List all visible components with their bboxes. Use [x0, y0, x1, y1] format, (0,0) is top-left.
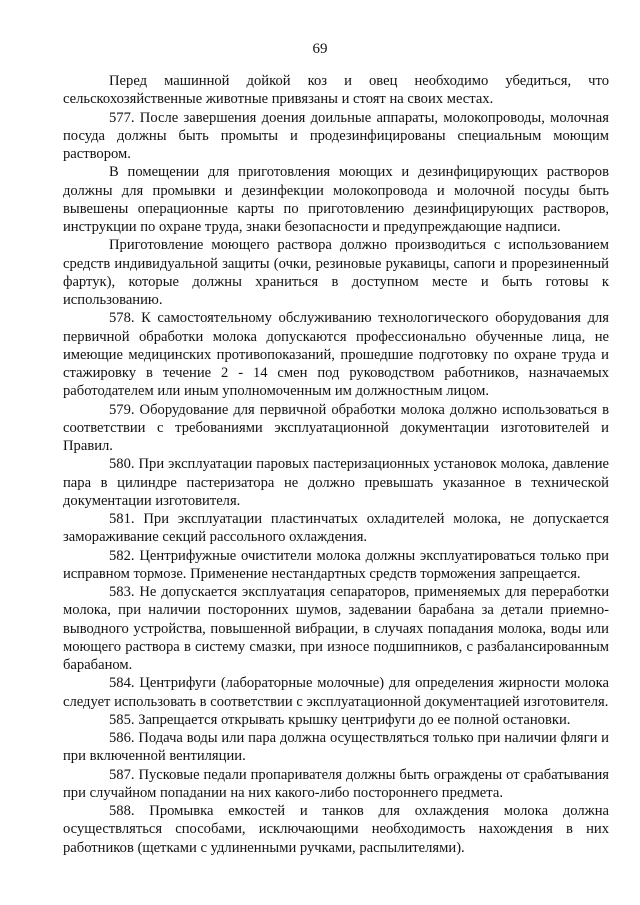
paragraph-588: 588. Промывка емкостей и танков для охлаждения молока должна осуществляться способами, исключающими необходимость нахождения в них работников (щетками с удлиненными ручками, распылителями).: [63, 803, 609, 856]
paragraph-577: 577. После завершения доения доильные аппараты, молокопроводы, молочная посуда должны быть промыты и продезинфицированы специальным моющим раствором.: [63, 109, 609, 162]
paragraph-milking-check: Перед машинной дойкой коз и овец необходимо убедиться, что сельскохозяйственные животные привязаны и стоят на своих местах.: [63, 73, 609, 108]
paragraph-580: 580. При эксплуатации паровых пастеризационных установок молока, давление пара в цилиндре пастеризатора не должно превышать указанное в технической документации изготовителя.: [63, 456, 609, 509]
paragraph-581: 581. При эксплуатации пластинчатых охладителей молока, не допускается замораживание секций рассольного охлаждения.: [63, 511, 609, 546]
paragraph-583: 583. Не допускается эксплуатация сепараторов, применяемых для переработки молока, при наличии посторонних шумов, задевании барабана за детали приемно-выводного устройства, повышенной вибрации, в случаях попадания молока, воды или моющего раствора в систему смазки, при износе подшипников, с разбалансированным барабаном.: [63, 584, 609, 673]
page-body: [63, 72, 609, 857]
paragraph-582: 582. Центрифужные очистители молока должны эксплуатироваться только при исправном тормозе. Применение нестандартных средств торможения запрещается.: [63, 547, 609, 582]
paragraph-586: 586. Подача воды или пара должна осуществляться только при наличии фляги и при включенной вентиляции.: [63, 730, 609, 765]
paragraph-587: 587. Пусковые педали пропаривателя должны быть ограждены от срабатывания при случайном попадании на них какого-либо постороннего предмета.: [63, 766, 609, 801]
paragraph-577-solution: Приготовление моющего раствора должно производиться с использованием средств индивидуальной защиты (очки, резиновые рукавицы, сапоги и прорезиненный фартук), которые должны храниться в доступном месте и быть готовы к использованию.: [63, 237, 609, 308]
paragraph-585: 585. Запрещается открывать крышку центрифуги до ее полной остановки.: [109, 711, 571, 728]
page-number: 69: [312, 41, 328, 57]
paragraph-584: 584. Центрифуги (лабораторные молочные) для определения жирности молока следует использовать в соответствии с эксплуатационной документацией изготовителя.: [63, 675, 609, 710]
paragraph-578: 578. К самостоятельному обслуживанию технологического оборудования для первичной обработки молока допускаются профессионально обученные лица, не имеющие медицинских противопоказаний, прошедшие подготовку по охране труда и стажировку в течение 2 - 14 смен под руководством работников, назначаемых работодателем или иным уполномоченным им должностным лицом.: [63, 310, 609, 400]
paragraph-579: 579. Оборудование для первичной обработки молока должно использоваться в соответствии с требованиями эксплуатационной документации изготовителей и Правил.: [63, 401, 609, 454]
paragraph-577-room: В помещении для приготовления моющих и дезинфицирующих растворов должны для промывки и дезинфекции молокопровода и молочной посуды быть вывешены операционные карты по приготовлению дезинфицирующих растворов, инструкции по охране труда, знаки безопасности и предупреждающие надписи.: [63, 164, 609, 235]
